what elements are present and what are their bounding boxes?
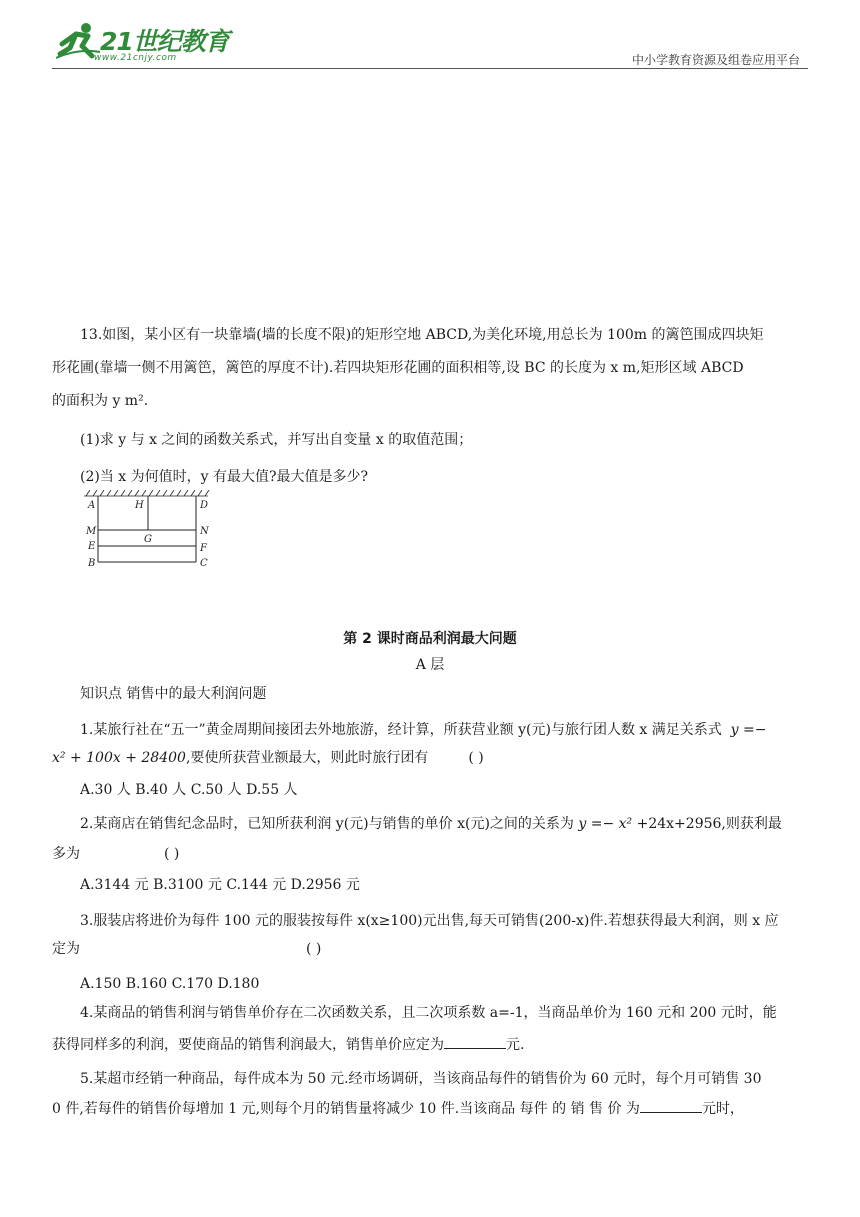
label-E: E <box>88 541 96 552</box>
platform-name: 中小学教育资源及组卷应用平台 <box>631 53 800 67</box>
q5-answer-blank[interactable] <box>640 1098 702 1113</box>
q13-part2: (2)当 x 为何值时，y 有最大值?最大值是多少? <box>80 469 368 485</box>
label-F: F <box>200 543 207 554</box>
q13-part1: (1)求 y 与 x 之间的函数关系式，并写出自变量 x 的取值范围； <box>80 432 473 448</box>
q3-bracket: ( ) <box>306 941 322 957</box>
garden-figure <box>84 490 214 570</box>
label-D: D <box>200 500 209 511</box>
q1-formula: x² + 100x + 28400 <box>52 750 186 766</box>
q4-text: 获得同样多的利润，要使商品的销售利润最大，销售单价应定为 <box>52 1037 444 1053</box>
level-label: A 层 <box>415 657 445 673</box>
label-A: A <box>88 500 96 511</box>
q2-options: A.3144 元 B.3100 元 C.144 元 D.2956 元 <box>80 877 360 893</box>
page-header <box>0 0 860 72</box>
q4-text-end: 元. <box>506 1037 525 1053</box>
q1-line2 <box>52 745 810 771</box>
q13-line3: 的面积为 y m². <box>52 393 149 409</box>
q2-text1: 2.某商店在销售纪念品时，已知所获利润 y(元)与销售的单价 x(元)之间的关系为 <box>80 816 574 832</box>
q1-formula-start: y =− <box>730 722 767 738</box>
q5-text: 0 件,若每件的销售价每增加 1 元,则每个月的销售量将减少 10 件.当该商品 每件 的 销 售 价 为 <box>52 1101 640 1117</box>
q5-line2 <box>52 1096 810 1122</box>
q5-text-end: 元时， <box>701 1101 744 1117</box>
header-divider <box>52 68 808 69</box>
q3-line1: 3.服装店将进价为每件 100 元的服装按每件 x(x≥100)元出售,每天可销售(200-x)件.若想获得最大利润，则 x 应 <box>80 913 779 929</box>
q13-line1: 13.如图，某小区有一块靠墙(墙的长度不限)的矩形空地 ABCD,为美化环境,用总长为 100m 的篱笆围成四块矩 <box>80 327 764 343</box>
q1-options: A.30 人 B.40 人 C.50 人 D.55 人 <box>80 782 298 798</box>
section-title: 第 2 课时商品利润最大问题 <box>343 631 517 647</box>
q2-text2: +24x+2956,则获利最 <box>636 816 782 832</box>
label-G: G <box>144 534 152 545</box>
label-C: C <box>200 558 208 569</box>
q4-line2 <box>52 1032 810 1058</box>
q2-text3: 多为 <box>52 846 80 862</box>
label-B: B <box>88 558 96 569</box>
q1-line1 <box>80 717 810 743</box>
wall-hatching <box>84 490 209 496</box>
fence-lines <box>98 496 196 562</box>
q2-line2 <box>52 841 810 867</box>
knowledge-point: 知识点 销售中的最大利润问题 <box>80 686 267 702</box>
label-M: M <box>86 526 97 537</box>
label-N: N <box>200 526 209 537</box>
q4-answer-blank[interactable] <box>444 1034 506 1049</box>
q13-line2: 形花圃(靠墙一侧不用篱笆，篱笆的厚度不计).若四块矩形花圃的面积相等,设 BC 的长度为 x m,矩形区域 ABCD <box>52 360 744 376</box>
q2-formula: y =− x² <box>578 816 633 832</box>
q4-line1: 4.某商品的销售利润与销售单价存在二次函数关系，且二次项系数 a=-1，当商品单价为 160 元和 200 元时，能 <box>80 1005 777 1021</box>
q3-options: A.150 B.160 C.170 D.180 <box>80 976 260 992</box>
q1-bracket: ( ) <box>468 750 484 766</box>
logo-url: www.21cnjy.com <box>94 53 177 63</box>
q2-line1 <box>80 811 810 837</box>
logo-text: 21世纪教育 <box>100 27 229 56</box>
q5-line1: 5.某超市经销一种商品，每件成本为 50 元.经市场调研，当该商品每件的销售价为 60 元时，每个月可销售 30 <box>80 1071 762 1087</box>
label-H: H <box>135 500 144 511</box>
q3-text2: 定为 <box>52 941 80 957</box>
q2-bracket: ( ) <box>164 846 180 862</box>
site-logo <box>56 22 246 70</box>
q1-text2: ,要使所获营业额最大，则此时旅行团有 <box>185 750 429 766</box>
q1-text: 1.某旅行社在“五一”黄金周期间接团去外地旅游，经计算，所获营业额 y(元)与旅行团人数 x 满足关系式 <box>80 722 722 738</box>
q3-line2 <box>52 936 810 962</box>
